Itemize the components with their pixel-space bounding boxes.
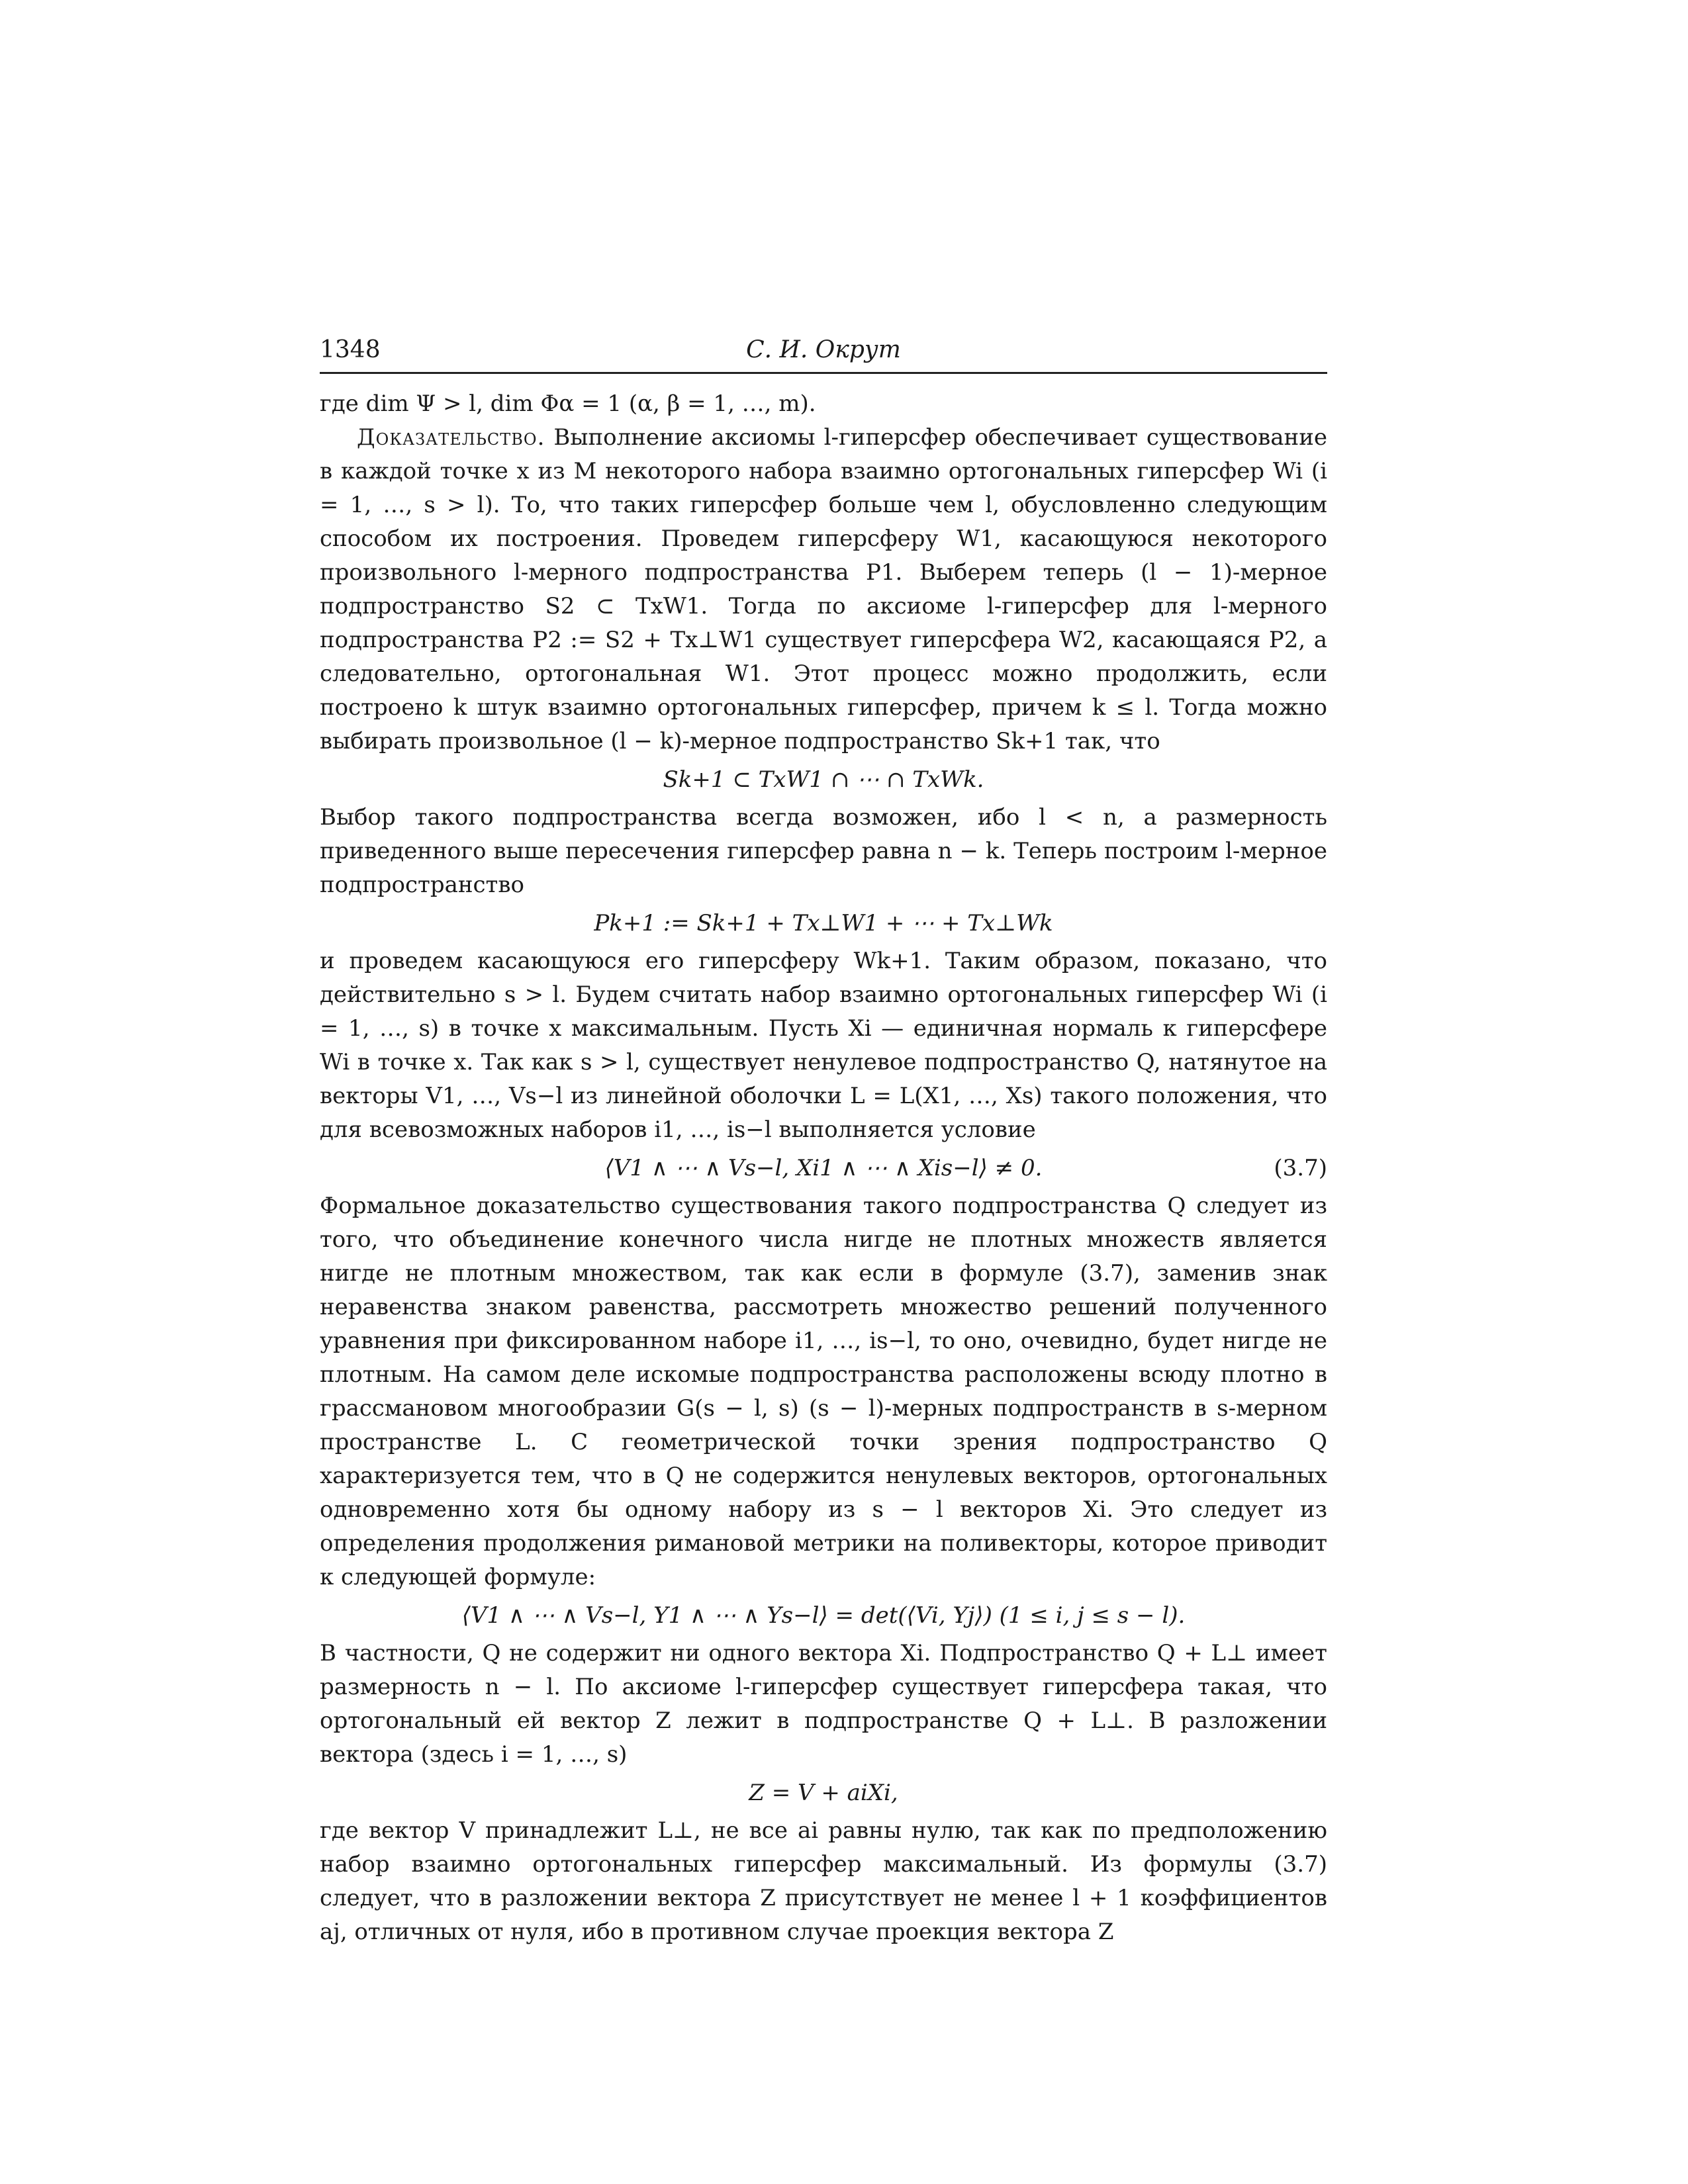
paragraph-5: Формальное доказательство существования такого подпространства Q следует из того, что объединение конечного числа нигде не плотных множеств является нигде не плотным множеством, так как если в формуле (3.7), заменив знак неравенства знаком равенства, рассмотреть множество решений полученного уравнения при фиксированном наборе i1, …, is−l, то оно, очевидно, будет нигде не плотным. На самом деле искомые подпространства расположены всюду плотно в грассмановом многообразии G(s − l, s) (s − l)-мерных подпространств в s-мерном пространстве L. С геометрической точки зрения подпространство Q характеризуется тем, что в Q не содержится ненулевых векторов, ортогональных одновременно хотя бы одному набору из s − l векторов Xi. Это следует из определения продолжения римановой метрики на поливекторы, которое приводит к следующей формуле: <box>320 1193 1327 1590</box>
paragraph-3: Выбор такого подпространства всегда возможен, ибо l < n, а размерность приведенного выше пересечения гиперсфер равна n − k. Теперь построим l-мерное подпространство <box>320 804 1327 898</box>
page-number: 1348 <box>320 336 381 363</box>
formula-3-7-expression: ⟨V1 ∧ ⋯ ∧ Vs−l, Xi1 ∧ ⋯ ∧ Xis−l⟩ ≠ 0. <box>604 1155 1043 1181</box>
running-head: С. И. Окрут <box>746 336 901 363</box>
paragraph-7: где вектор V принадлежит L⊥, не все ai равны нулю, так как по предположению набор взаимно ортогональных гиперсфер максимальный. Из формулы (3.7) следует, что в разложении вектора Z присутствует не менее l + 1 коэффициентов aj, отличных от нуля, ибо в противном случае проекция вектора Z <box>320 1817 1327 1945</box>
equation-number: (3.7) <box>1274 1155 1327 1181</box>
page <box>320 331 1327 1949</box>
paragraph-proof <box>320 421 1327 758</box>
proof-text: Выполнение аксиомы l-гиперсфер обеспечивает существование в каждой точке x из M некоторого набора взаимно ортогональных гиперсфер Wi (i = 1, …, s > l). То, что таких гиперсфер больше чем l, обусловленно следующим способом их построения. Проведем гиперсферу W1, касающуюся некоторого произвольного l-мерного подпространства P1. Выберем теперь (l − 1)-мерное подпространство S2 ⊂ TxW1. Тогда по аксиоме l-гиперсфер для l-мерного подпространства P2 := S2 + Tx⊥W1 существует гиперсфера W2, касающаяся P2, а следовательно, ортогональная W1. Этот процесс можно продолжить, если построено k штук взаимно ортогональных гиперсфер, причем k ≤ l. Тогда можно выбирать произвольное (l − k)-мерное подпространство Sk+1 так, что <box>320 424 1327 754</box>
formula-3-7 <box>320 1149 1327 1187</box>
formula-2: Pk+1 := Sk+1 + Tx⊥W1 + ⋯ + Tx⊥Wk <box>594 910 1053 936</box>
paragraph-4: и проведем касающуюся его гиперсферу Wk+1. Таким образом, показано, что действительно s > l. Будем считать набор взаимно ортогональных гиперсфер Wi (i = 1, …, s) в точке x максимальным. Пусть Xi — единичная нормаль к гиперсфере Wi в точке x. Так как s > l, существует ненулевое подпространство Q, натянутое на векторы V1, …, Vs−l из линейной оболочки L = L(X1, …, Xs) такого положения, что для всевозможных наборов i1, …, is−l выполняется условие <box>320 948 1327 1143</box>
article-body <box>320 387 1327 1949</box>
formula-4: ⟨V1 ∧ ⋯ ∧ Vs−l, Y1 ∧ ⋯ ∧ Ys−l⟩ = det(⟨Vi, Yj⟩) (1 ≤ i, j ≤ s − l). <box>461 1602 1186 1629</box>
formula-5: Z = V + aiXi, <box>749 1780 898 1806</box>
page-header <box>320 331 1327 374</box>
paragraph-6: В частности, Q не содержит ни одного вектора Xi. Подпространство Q + L⊥ имеет размерность n − l. По аксиоме l-гиперсфер существует гиперсфера такая, что ортогональный ей вектор Z лежит в подпространстве Q + L⊥. В разложении вектора (здесь i = 1, …, s) <box>320 1640 1327 1768</box>
proof-label: Доказательство. <box>357 424 545 451</box>
formula-1: Sk+1 ⊂ TxW1 ∩ ⋯ ∩ TxWk. <box>663 766 984 793</box>
paragraph-1: где dim Ψ > l, dim Φα = 1 (α, β = 1, …, m). <box>320 390 816 417</box>
